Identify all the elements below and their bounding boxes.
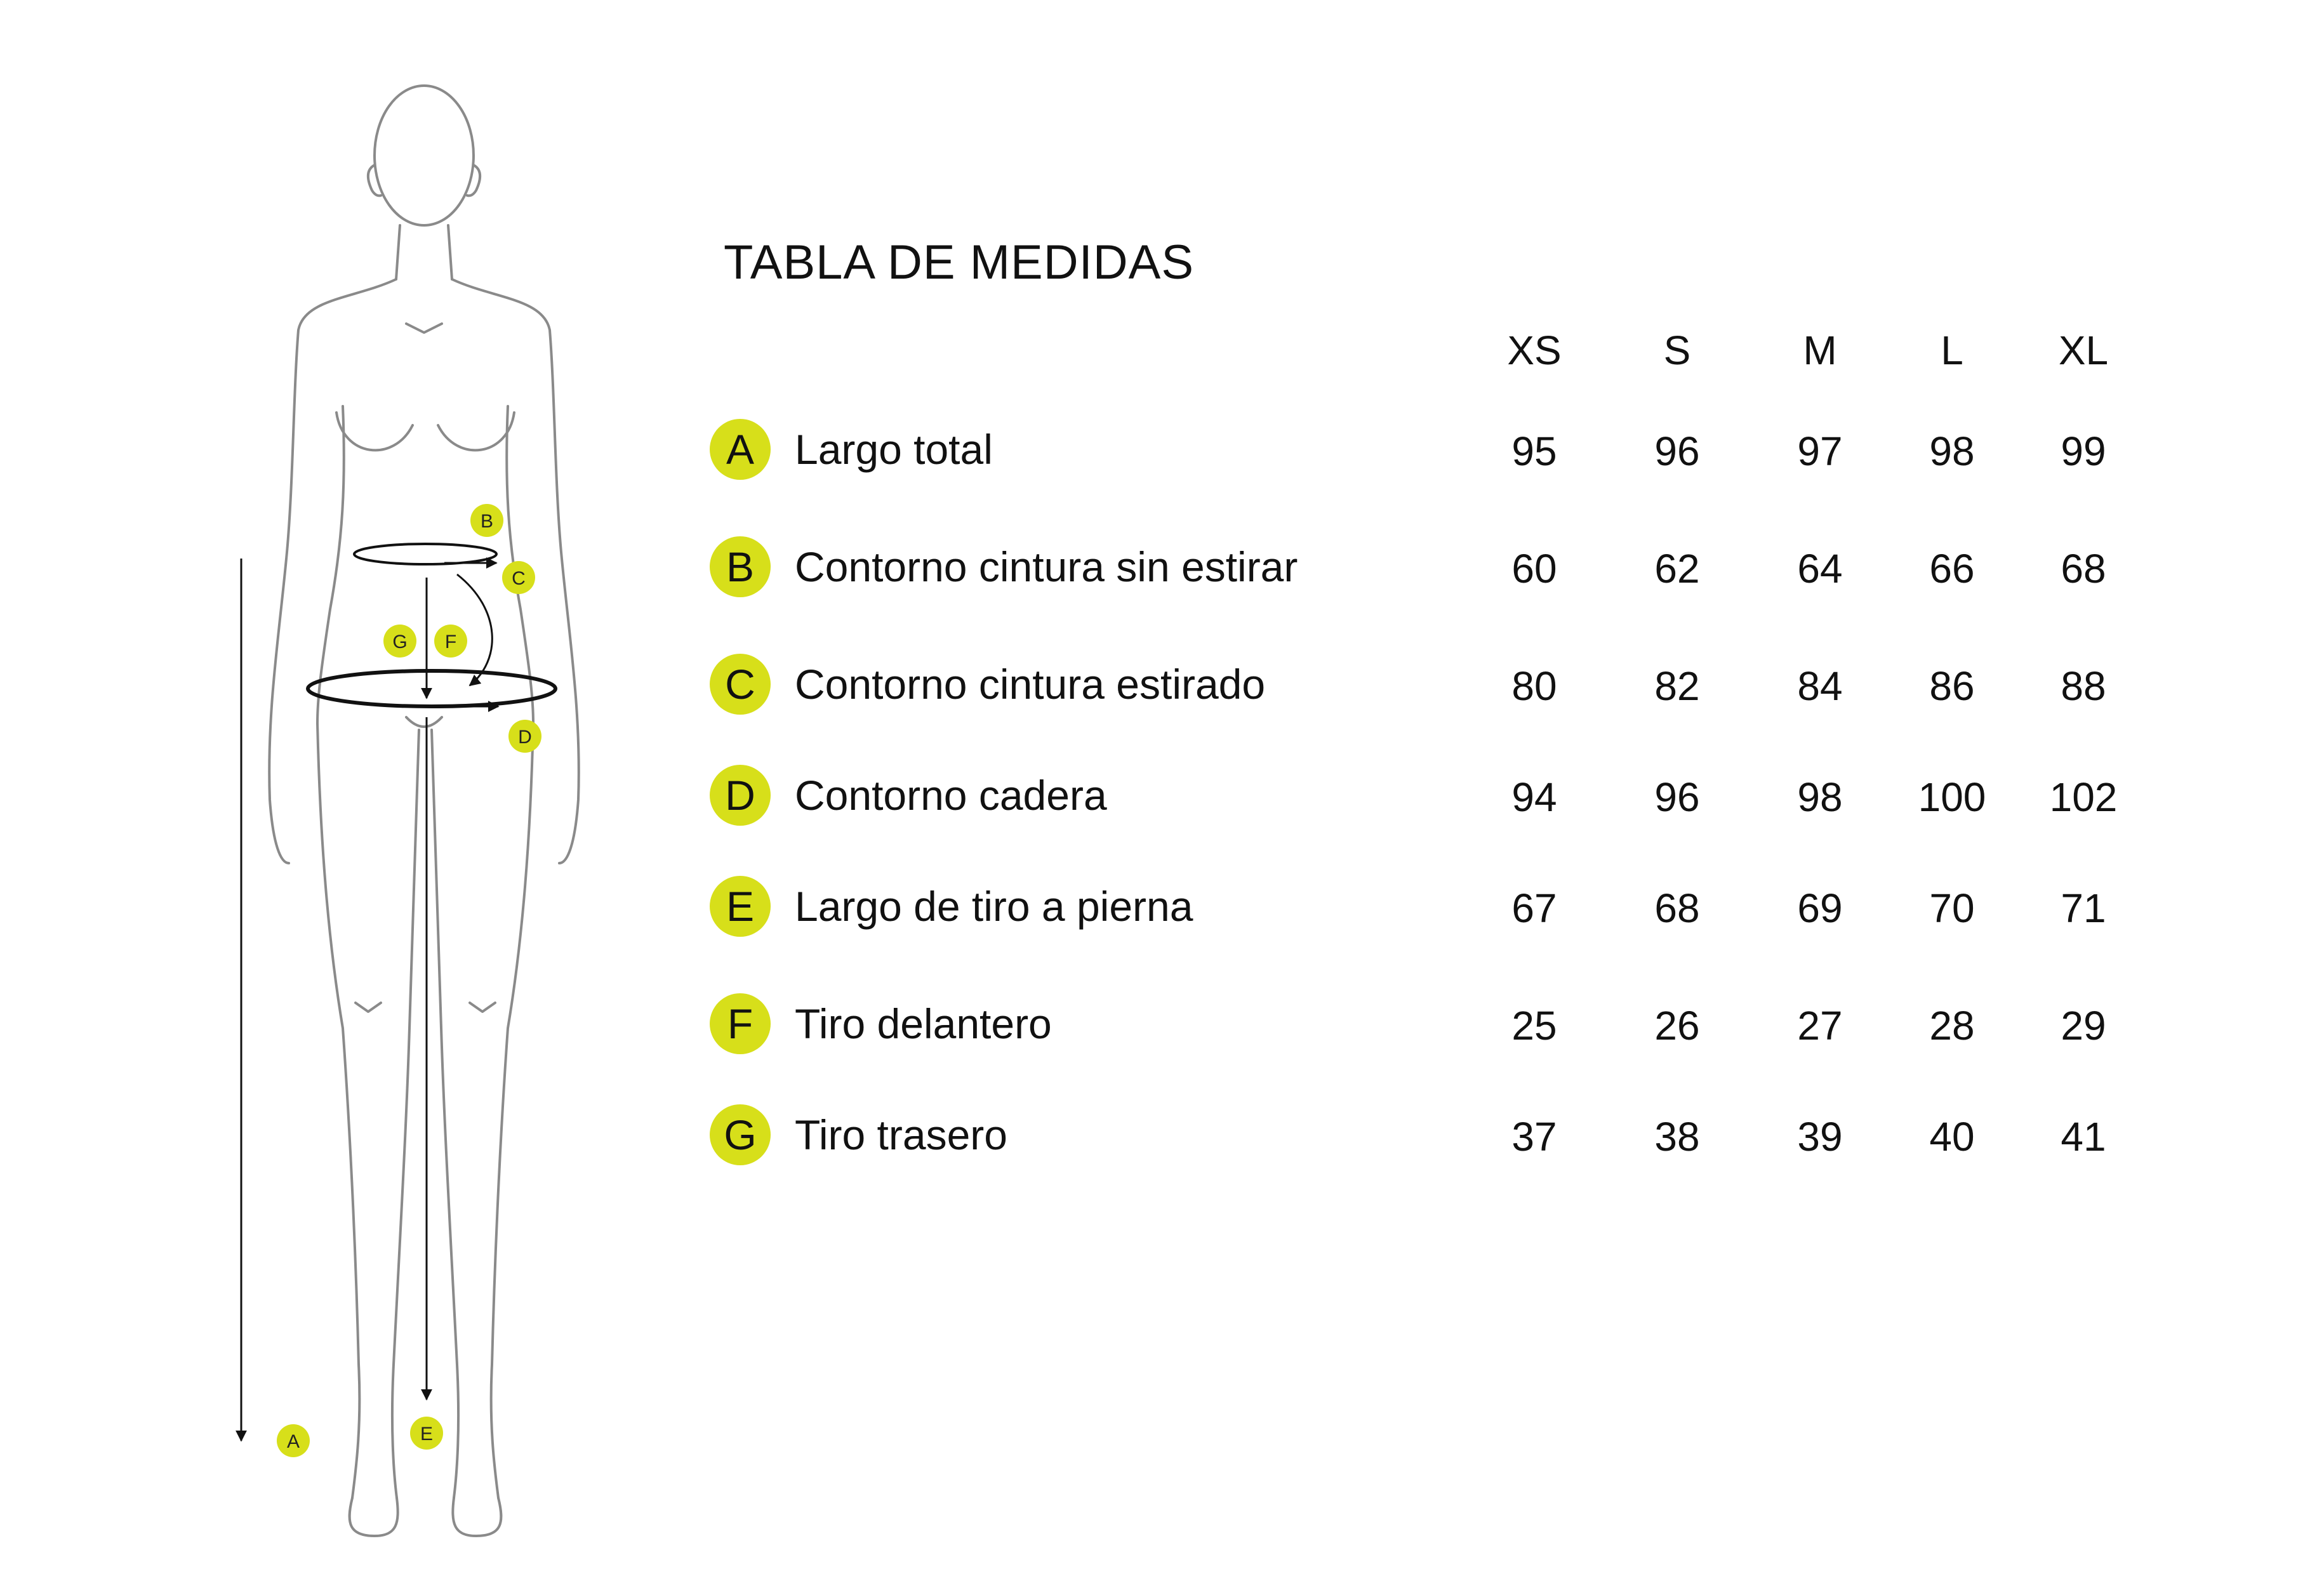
table-cell: 99 [2061, 428, 2106, 474]
table-cell: 27 [1797, 1003, 1843, 1048]
table-cell: 68 [1654, 885, 1700, 931]
row-label: Contorno cadera [795, 772, 1107, 819]
table-cell: 69 [1797, 885, 1843, 931]
figure-badge-f [434, 625, 467, 658]
table-cell: 67 [1511, 885, 1557, 931]
figure-badge-e [410, 1417, 443, 1450]
figure-badge-b [470, 504, 503, 537]
table-cell: 38 [1654, 1114, 1700, 1160]
table-cell: 29 [2061, 1003, 2106, 1048]
table-cell: 66 [1929, 546, 1975, 592]
table-cell: 94 [1511, 774, 1557, 820]
table-cell: 80 [1511, 663, 1557, 709]
neck-outline [396, 225, 452, 279]
svg-text:C: C [512, 568, 526, 589]
size-header-m: M [1803, 327, 1837, 373]
table-cell: 68 [2061, 546, 2106, 592]
svg-text:G: G [392, 632, 408, 652]
table-cell: 62 [1654, 546, 1700, 592]
svg-text:F: F [444, 632, 457, 652]
size-header-xs: XS [1507, 327, 1562, 373]
table-cell: 88 [2061, 663, 2106, 709]
table-cell: 39 [1797, 1114, 1843, 1160]
table-cell: 98 [1929, 428, 1975, 474]
table-cell: 70 [1929, 885, 1975, 931]
foot-right [453, 1498, 501, 1536]
table-cell: 96 [1654, 428, 1700, 474]
table-row [0, 993, 2324, 1063]
table-cell: 25 [1511, 1003, 1557, 1048]
row-label: Tiro delantero [795, 1000, 1052, 1047]
table-cell: 60 [1511, 546, 1557, 592]
row-letter-badge: D [710, 765, 771, 826]
size-header-l: L [1941, 327, 1963, 373]
row-label: Contorno cintura sin estirar [795, 543, 1298, 590]
row-letter-badge: B [710, 536, 771, 597]
row-label: Contorno cintura estirado [795, 661, 1266, 708]
collar-mark [406, 324, 442, 333]
svg-text:D: D [518, 727, 532, 748]
svg-text:B: B [480, 511, 494, 532]
table-row [0, 765, 2324, 835]
row-letter-badge: A [710, 419, 771, 480]
size-header-s: S [1663, 327, 1691, 373]
table-cell: 102 [2049, 774, 2118, 820]
table-title: TABLA DE MEDIDAS [724, 235, 1195, 289]
table-row [0, 1104, 2324, 1174]
foot-left [350, 1498, 398, 1536]
size-header-xl: XL [2058, 327, 2109, 373]
table-cell: 98 [1797, 774, 1843, 820]
table-cell: 26 [1654, 1003, 1700, 1048]
table-cell: 96 [1654, 774, 1700, 820]
table-cell: 64 [1797, 546, 1843, 592]
table-row [0, 876, 2324, 946]
row-letter-badge: F [710, 993, 771, 1054]
table-cell: 84 [1797, 663, 1843, 709]
table-cell: 95 [1511, 428, 1557, 474]
table-cell: 82 [1654, 663, 1700, 709]
table-cell: 86 [1929, 663, 1975, 709]
table-cell: 40 [1929, 1114, 1975, 1160]
table-cell: 100 [1918, 774, 1986, 820]
row-label: Tiro trasero [795, 1111, 1007, 1158]
table-cell: 71 [2061, 885, 2106, 931]
svg-text:E: E [420, 1424, 434, 1445]
figure-badge-d [508, 720, 541, 753]
table-row [0, 654, 2324, 724]
row-letter-badge: G [710, 1104, 771, 1165]
figure-badge-g [383, 625, 416, 658]
table-cell: 28 [1929, 1003, 1975, 1048]
table-cell: 37 [1511, 1114, 1557, 1160]
table-cell: 41 [2061, 1114, 2106, 1160]
figure-badge-a [277, 1424, 310, 1457]
row-letter-badge: E [710, 876, 771, 937]
row-letter-badge: C [710, 654, 771, 715]
row-label: Largo de tiro a pierna [795, 883, 1193, 930]
table-row [0, 419, 2324, 489]
row-label: Largo total [795, 426, 993, 473]
head-outline [375, 86, 474, 225]
svg-text:A: A [286, 1431, 300, 1452]
table-cell: 97 [1797, 428, 1843, 474]
table-row [0, 536, 2324, 606]
